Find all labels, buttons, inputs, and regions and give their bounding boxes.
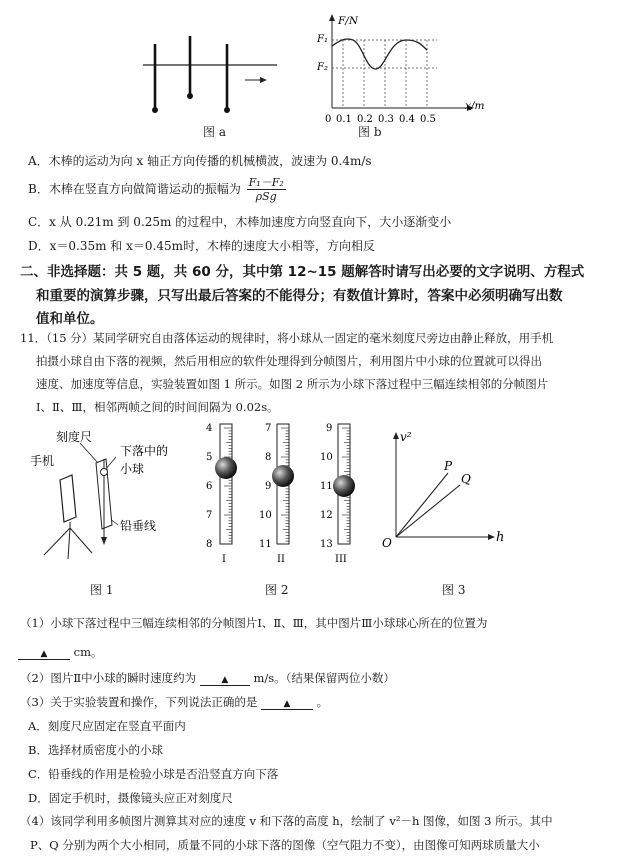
section-2-line-2: 和重要的演算步骤，只写出最后答案的不能得分；有数值计算时，答案中必须明确写出数 (36, 288, 563, 304)
figure-2-frames (196, 418, 366, 568)
subq-4-line-1: （4）该同学利用多帧图片测算其对应的速度 v 和下落的高度 h，绘制了 v²－h 图像，如图 3 所示。其中 (20, 814, 553, 828)
plumb-line-label: 铅垂线 (120, 519, 157, 533)
frame-label-I: I (222, 554, 226, 565)
fraction-denominator: ρSg (255, 190, 277, 203)
answer-blank-2[interactable]: ▲ (200, 671, 250, 686)
h-axis-label: h (496, 530, 505, 545)
figure-a-caption: 图 a (203, 125, 226, 139)
tick-5: 0.5 (420, 114, 436, 125)
ruler-II-tick-11: 11 (259, 539, 272, 550)
subq-3-option-d: D．固定手机时，摄像镜头应正对刻度尺 (28, 791, 233, 805)
figure-1-apparatus (20, 425, 200, 565)
subq-1-line-1: （1）小球下落过程中三幅连续相邻的分帧图片Ⅰ、Ⅱ、Ⅲ，其中图片Ⅲ小球球心所在的位置为 (20, 616, 488, 630)
option-d: D．x＝0.35m 和 x＝0.45m时，木棒的速度大小相等，方向相反 (28, 239, 375, 253)
ruler-II-tick-9: 9 (265, 481, 272, 492)
option-b-text: B．木棒在竖直方向做简谐运动的振幅为 (28, 182, 241, 196)
figure-3-graph (378, 425, 518, 555)
fraction-numerator: F₁－F₂ (248, 176, 284, 189)
tick-4: 0.4 (399, 114, 415, 125)
frame-label-III: III (335, 554, 347, 565)
q11-line-2: 拍摄小球自由下落的视频，然后用相应的软件处理得到分帧图片，利用图片中小球的位置就可以得出 (36, 354, 542, 368)
tick-2: 0.2 (357, 114, 373, 125)
subq-2: （2）图片Ⅱ中小球的瞬时速度约为 ▲ m/s。（结果保留两位小数） (20, 671, 395, 685)
ruler-III-tick-12: 12 (320, 510, 333, 521)
ruler-III-tick-9: 9 (326, 423, 333, 434)
q11-line-4: Ⅰ、Ⅱ、Ⅲ，相邻两帧之间的时间间隔为 0.02s。 (36, 400, 279, 414)
q11-line-3: 速度、加速度等信息，实验装置如图 1 所示。如图 2 所示为小球下落过程中三幅连续相邻的分帧图片 (36, 377, 549, 391)
ball-label-1: 下落中的 (120, 444, 169, 458)
figure-b (305, 10, 495, 128)
h-axis-arrow-icon (488, 534, 495, 540)
phone-label: 手机 (30, 454, 55, 468)
subq-3-option-c: C．铅垂线的作用是检验小球是否沿竖直方向下落 (28, 767, 279, 781)
F2-label: F₂ (317, 62, 328, 73)
label-Q: Q (461, 472, 471, 486)
v2-axis-arrow-icon (393, 432, 399, 439)
figure-a (135, 28, 285, 118)
ball-frame-I (215, 457, 237, 479)
y-axis-arrow-icon (329, 14, 335, 21)
option-c: C．x 从 0.21m 到 0.25m 的过程中，木棒加速度方向竖直向下，大小逐渐变小 (28, 215, 452, 229)
frame-label-II: II (277, 554, 285, 565)
F1-label: F₁ (317, 34, 328, 45)
tick-0: 0 (325, 114, 332, 125)
label-P: P (444, 459, 453, 473)
figure-3-caption: 图 3 (442, 583, 466, 597)
section-2-line-1: 二、非选择题：共 5 题，共 60 分，其中第 12~15 题解答时请写出必要的文字说明、方程式 (20, 264, 585, 280)
figure-b-ylabel: F/N (338, 15, 359, 27)
ruler-I (206, 423, 237, 565)
arrow-head-icon (260, 77, 267, 83)
section-2-line-3: 值和单位。 (36, 311, 104, 327)
ruler-I-tick-4: 4 (206, 423, 213, 434)
ruler-III-tick-10: 10 (320, 452, 333, 463)
stick-1-end (152, 107, 158, 113)
figure-b-xlabel: x/m (465, 100, 485, 112)
amplitude-fraction (247, 176, 286, 203)
stick-3-end (224, 107, 230, 113)
tick-3: 0.3 (378, 114, 394, 125)
figure-b-caption: 图 b (358, 125, 382, 139)
ruler-I-tick-8: 8 (206, 539, 213, 550)
subq-3-option-b: B．选择材质密度小的小球 (28, 743, 163, 757)
tick-1: 0.1 (336, 114, 352, 125)
ball-shape (101, 469, 108, 476)
ruler-II-tick-7: 7 (265, 423, 272, 434)
stick-2-end (187, 93, 193, 99)
line-Q (396, 485, 460, 537)
figure-2-caption: 图 2 (265, 583, 289, 597)
force-curve (332, 39, 427, 69)
tripod-leg-right (70, 528, 92, 553)
ball-frame-II (272, 465, 294, 487)
tripod-leg-mid (68, 528, 70, 559)
ruler-I-tick-5: 5 (206, 452, 213, 463)
subq-4-line-2: P、Q 分别为两个大小相同，质量不同的小球下落的图像（空气阻力不变），由图像可知两球质量大小 (30, 838, 540, 852)
answer-blank-3[interactable]: ▲ (261, 695, 313, 710)
origin-label: O (382, 536, 392, 550)
ruler-I-tick-6: 6 (206, 481, 213, 492)
ruler-II (259, 423, 294, 565)
ruler-III-tick-13: 13 (320, 539, 333, 550)
ruler-III-tick-11: 11 (320, 481, 333, 492)
tripod-leg-left (44, 528, 70, 555)
ruler-I-tick-7: 7 (206, 510, 213, 521)
ruler-III (320, 423, 355, 565)
answer-blank-1[interactable]: ▲ (18, 645, 70, 660)
ball-frame-III (333, 475, 355, 497)
v2-axis-label: v² (400, 430, 412, 444)
phone-shape (60, 475, 76, 522)
option-a: A．木棒的运动为向 x 轴正方向传播的机械横波，波速为 0.4m/s (28, 154, 372, 168)
q11-line-1: 11．（15 分）某同学研究自由落体运动的规律时，将小球从一固定的毫米刻度尺旁边由静止释放，用手机 (20, 331, 554, 345)
subq-3: （3）关于实验装置和操作，下列说法正确的是 ▲ 。 (20, 695, 329, 709)
ruler-II-tick-8: 8 (265, 452, 272, 463)
ball-label-2: 小球 (120, 462, 145, 476)
ruler-label: 刻度尺 (56, 430, 93, 444)
option-b (28, 176, 286, 203)
ruler-II-tick-10: 10 (259, 510, 272, 521)
down-arrow-icon (101, 537, 107, 545)
figure-1-caption: 图 1 (90, 583, 114, 597)
line-P (396, 473, 448, 537)
subq-3-option-a: A．刻度尺应固定在竖直平面内 (28, 719, 186, 733)
subq-1-line-2: ▲ cm。 (18, 644, 103, 660)
